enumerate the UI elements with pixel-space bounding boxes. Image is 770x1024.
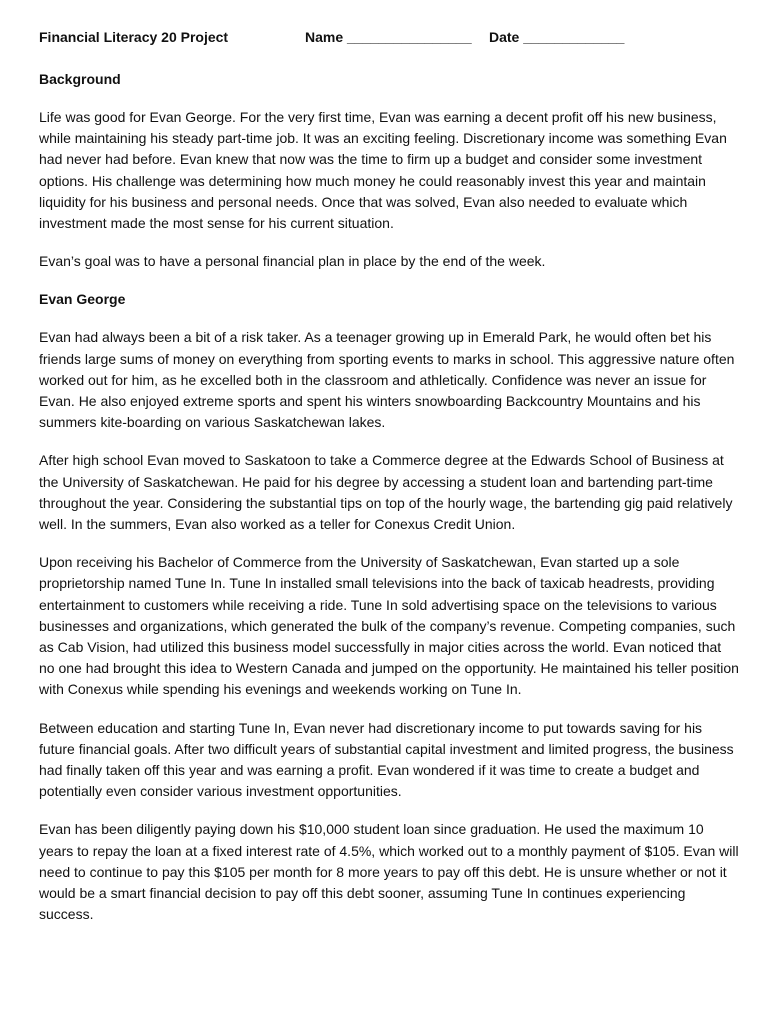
evan-george-paragraph: After high school Evan moved to Saskatoon to take a Commerce degree at the Edwards School of Business at the University of Saskatchewan. He paid for his degree by accessing a student loan and bartending part-time throughout the year. Considering the substantial tips on top of the hourly wage, the bartending gig paid relatively well. In the summers, Evan also worked as a teller for Conexus Credit Union.	[39, 452, 733, 533]
date-field: Date _____________	[489, 29, 625, 45]
document-title: Financial Literacy 20 Project	[39, 29, 229, 45]
evan-george-paragraph: Between education and starting Tune In, Evan never had discretionary income to put towards saving for his future financial goals. After two difficult years of substantial capital investment and limited progress, the business had finally taken off this year and was earning a profit. Evan wondered if it was time to create a budget and potentially even consider various investment opportunities.	[39, 719, 734, 800]
evan-george-paragraph: Evan has been diligently paying down his $10,000 student loan since graduation. He used the maximum 10 years to repay the loan at a fixed interest rate of 4.5%, which worked out to a monthly payment of $105. Evan will need to continue to pay this $105 per month for 8 more years to pay off this debt. He is unsure whether or not it would be a smart financial decision to pay off this debt sooner, assuming Tune In continues experiencing success.	[39, 821, 739, 923]
name-field: Name ________________	[305, 29, 472, 45]
evan-george-paragraph: Evan had always been a bit of a risk taker. As a teenager growing up in Emerald Park, he would often bet his friends large sums of money on everything from sporting events to marks in school. This aggressive nature often worked out for him, as he excelled both in the classroom and athletically. Confidence was never an issue for Evan. He also enjoyed extreme sports and spent his winters snowboarding Backcountry Mountains and his summers kite-boarding on various Saskatchewan lakes.	[39, 329, 735, 431]
document-page	[39, 29, 739, 926]
evan-george-heading: Evan George	[39, 291, 126, 308]
background-heading: Background	[39, 71, 121, 87]
document-header	[39, 29, 739, 49]
background-paragraph: Life was good for Evan George. For the very first time, Evan was earning a decent profit off his new business, while maintaining his steady part-time job. It was an exciting feeling. Discretionary income was something Evan had never had before. Evan knew that now was the time to firm up a budget and consider some investment options. His challenge was determining how much money he could reasonably invest this year and maintain liquidity for his business and personal needs. Once that was solved, Evan also needed to evaluate which investment made the most sense for his current situation.	[39, 109, 727, 232]
evan-george-paragraph: Upon receiving his Bachelor of Commerce from the University of Saskatchewan, Evan started up a sole proprietorship named Tune In. Tune In installed small televisions into the back of taxicab headrests, providing entertainment to customers while receiving a ride. Tune In sold advertising space on the televisions to various businesses and organizations, which generated the bulk of the company’s revenue. Competing companies, such as Cab Vision, had utilized this business model successfully in major cities across the world. Evan noticed that no one had brought this idea to Western Canada and jumped on the opportunity. He maintained his teller position with Conexus while spending his evenings and weekends working on Tune In.	[39, 554, 739, 698]
background-paragraph: Evan’s goal was to have a personal financial plan in place by the end of the week.	[39, 253, 546, 270]
